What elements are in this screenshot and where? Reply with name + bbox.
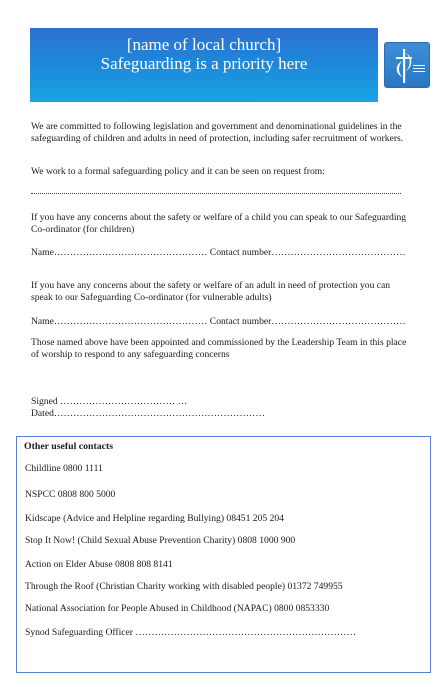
appointment-paragraph: Those named above have been appointed and commissioned by the Leadership Team in this place of worship to respond to any safeguarding concerns: [31, 337, 407, 360]
policy-paragraph: We work to a formal safeguarding policy and it can be seen on request from:: [31, 166, 325, 177]
children-coordinator-name-line[interactable]: Name………………………………………… Contact number……………………………………: [31, 247, 406, 258]
contact-kidscape: Kidscape (Advice and Helpline regarding Bullying) 08451 205 204: [25, 513, 284, 524]
contact-elder-abuse: Action on Elder Abuse 0808 808 8141: [25, 559, 173, 570]
commitment-paragraph: We are committed to following legislation and government and denominational guidelines in the safeguarding of children and adults in need of protection, including safer recruitment of workers.: [31, 121, 404, 144]
adults-concern-paragraph: If you have any concerns about the safety or welfare of an adult in need of protection you can speak to our Safeguarding Co-ordinator (for vulnerable adults): [31, 280, 391, 303]
adults-coordinator-name-line[interactable]: Name………………………………………… Contact number……………………………………: [31, 316, 406, 327]
contact-childline: Childline 0800 1111: [25, 463, 103, 474]
banner-headline: Safeguarding is a priority here: [100, 54, 308, 73]
contacts-title: Other useful contacts: [24, 441, 114, 452]
contact-stop-it-now: Stop It Now! (Child Sexual Abuse Prevention Charity) 0808 1000 900: [25, 535, 296, 546]
policy-location-blank[interactable]: [31, 190, 401, 194]
signature-date-line[interactable]: Signed ……………………………… … Dated…………………………………………………………: [31, 396, 265, 419]
contact-napac: National Association for People Abused in Childhood (NAPAC) 0800 0853330: [25, 603, 330, 614]
church-logo-icon: [384, 42, 430, 88]
contact-through-the-roof: Through the Roof (Christian Charity working with disabled people) 01372 749955: [25, 581, 343, 592]
useful-contacts-box: [16, 436, 431, 673]
children-concern-paragraph: If you have any concerns about the safety or welfare of a child you can speak to our Safeguarding Co-ordinator (for children): [31, 212, 407, 235]
church-name-placeholder: [name of local church]: [126, 35, 282, 54]
header-banner: [30, 28, 378, 102]
contact-synod-officer[interactable]: Synod Safeguarding Officer ……………………………………………………………: [25, 627, 357, 638]
contact-nspcc: NSPCC 0808 800 5000: [25, 489, 116, 500]
